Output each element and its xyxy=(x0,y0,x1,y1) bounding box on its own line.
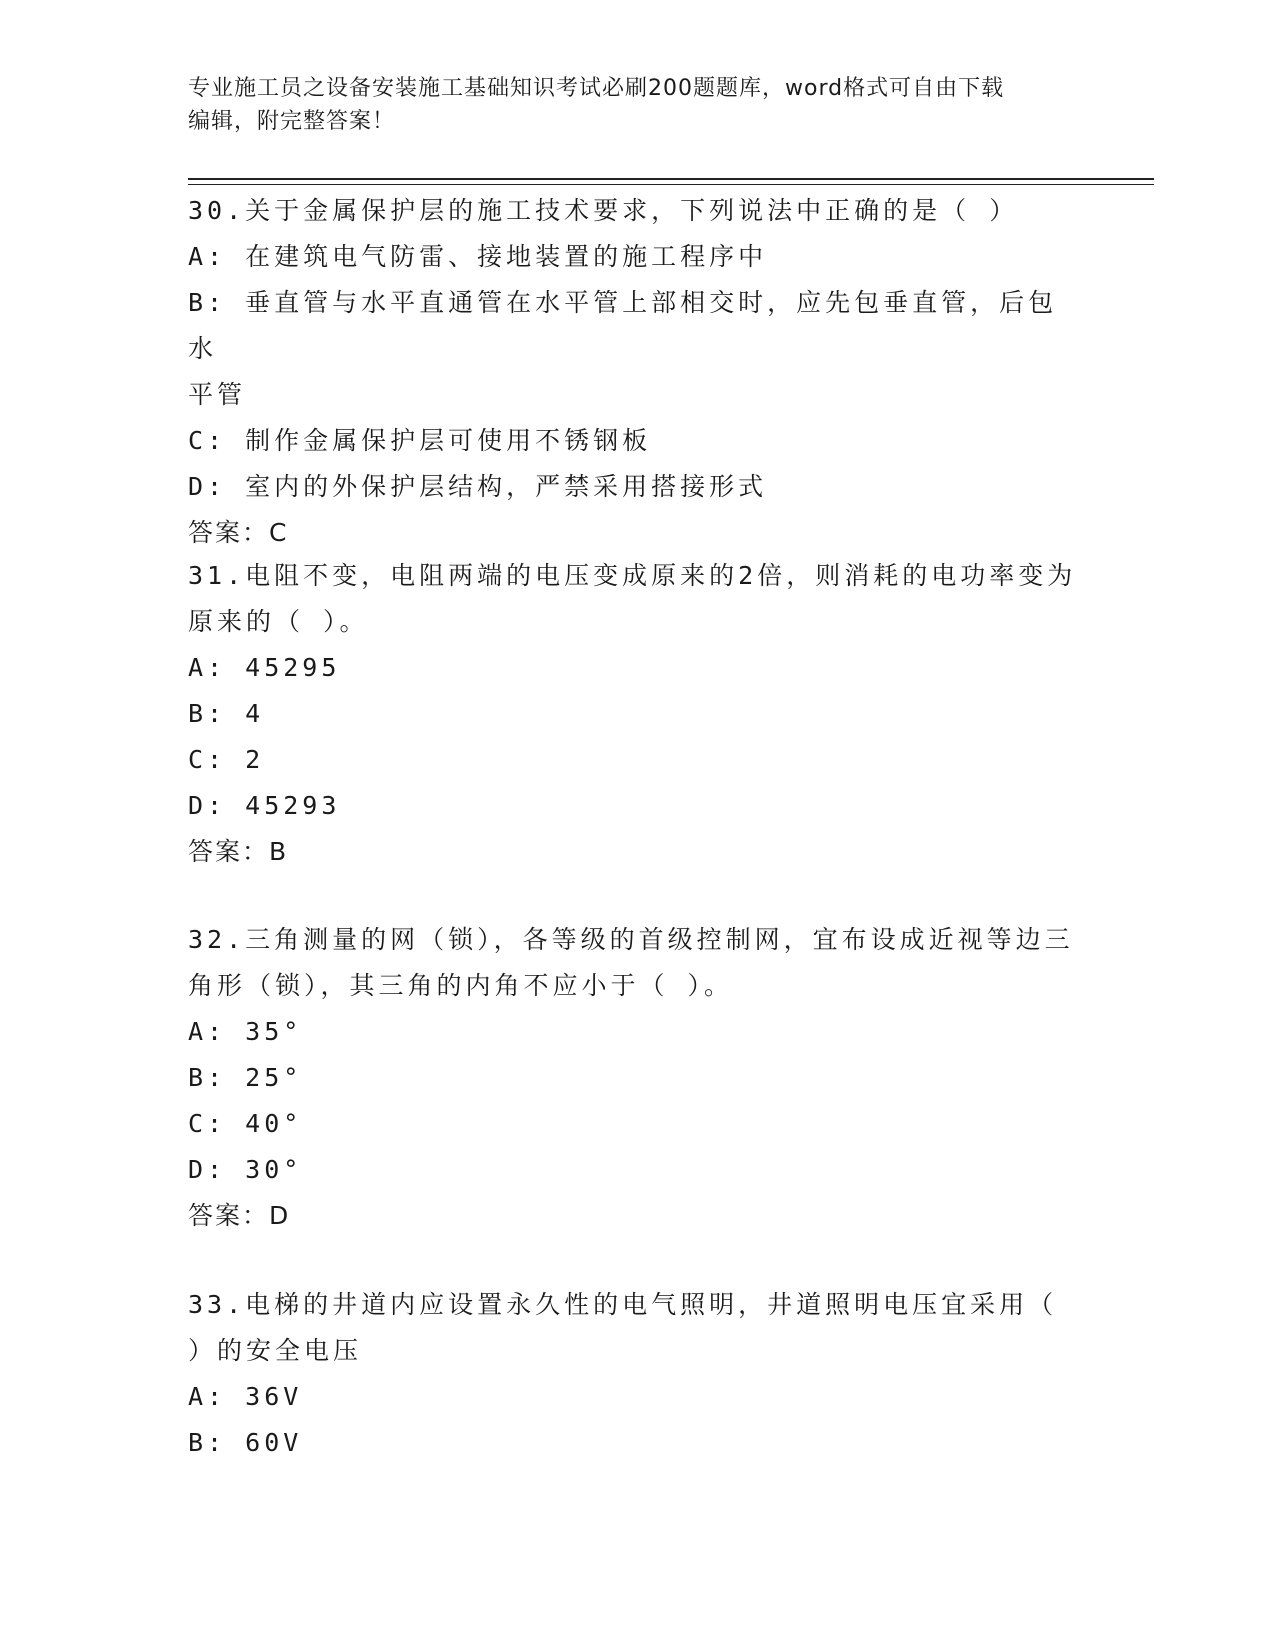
question-stem: 31.电阻不变，电阻两端的电压变成原来的2倍，则消耗的电功率变为 xyxy=(188,561,1077,590)
question-stem: 33.电梯的井道内应设置永久性的电气照明，井道照明电压宜采用（ xyxy=(188,1290,1058,1319)
header-divider-thin xyxy=(188,184,1154,185)
option-d: D: 45293 xyxy=(188,791,341,820)
option-d: D: 30° xyxy=(188,1155,303,1184)
question-30 xyxy=(188,188,1078,556)
option-b-continued: 平管 xyxy=(188,380,247,409)
option-c: C: 2 xyxy=(188,745,265,774)
option-c: C: 40° xyxy=(188,1109,303,1138)
question-stem-continued: 角形（锁），其三角的内角不应小于（ ）。 xyxy=(188,971,734,1000)
document-header xyxy=(188,72,1088,138)
header-title-line-2: 编辑，附完整答案！ xyxy=(188,109,396,134)
option-b: B: 垂直管与水平直通管在水平管上部相交时，应先包垂直管，后包水 xyxy=(188,288,1058,363)
header-divider-thick xyxy=(188,178,1154,180)
question-stem: 30.关于金属保护层的施工技术要求，下列说法中正确的是（ ） xyxy=(188,196,1019,225)
answer: 答案：C xyxy=(188,518,289,547)
question-stem-continued: 原来的（ ）。 xyxy=(188,607,369,636)
option-b: B: 4 xyxy=(188,699,265,728)
option-c: C: 制作金属保护层可使用不锈钢板 xyxy=(188,426,652,455)
option-a: A: 在建筑电气防雷、接地装置的施工程序中 xyxy=(188,242,768,271)
option-d: D: 室内的外保护层结构，严禁采用搭接形式 xyxy=(188,472,768,501)
answer: 答案：D xyxy=(188,1201,291,1230)
question-33 xyxy=(188,1282,1078,1466)
question-stem-continued: ）的安全电压 xyxy=(188,1336,363,1365)
option-a: A: 35° xyxy=(188,1017,303,1046)
question-32 xyxy=(188,917,1078,1239)
option-b: B: 60V xyxy=(188,1428,303,1457)
question-stem: 32.三角测量的网（锁），各等级的首级控制网，宜布设成近视等边三 xyxy=(188,925,1074,954)
option-a: A: 45295 xyxy=(188,653,341,682)
option-b: B: 25° xyxy=(188,1063,303,1092)
header-title-line-1: 专业施工员之设备安装施工基础知识考试必刷200题题库，word格式可自由下载 xyxy=(188,76,1005,101)
question-31 xyxy=(188,553,1078,875)
answer: 答案：B xyxy=(188,837,289,866)
option-a: A: 36V xyxy=(188,1382,303,1411)
